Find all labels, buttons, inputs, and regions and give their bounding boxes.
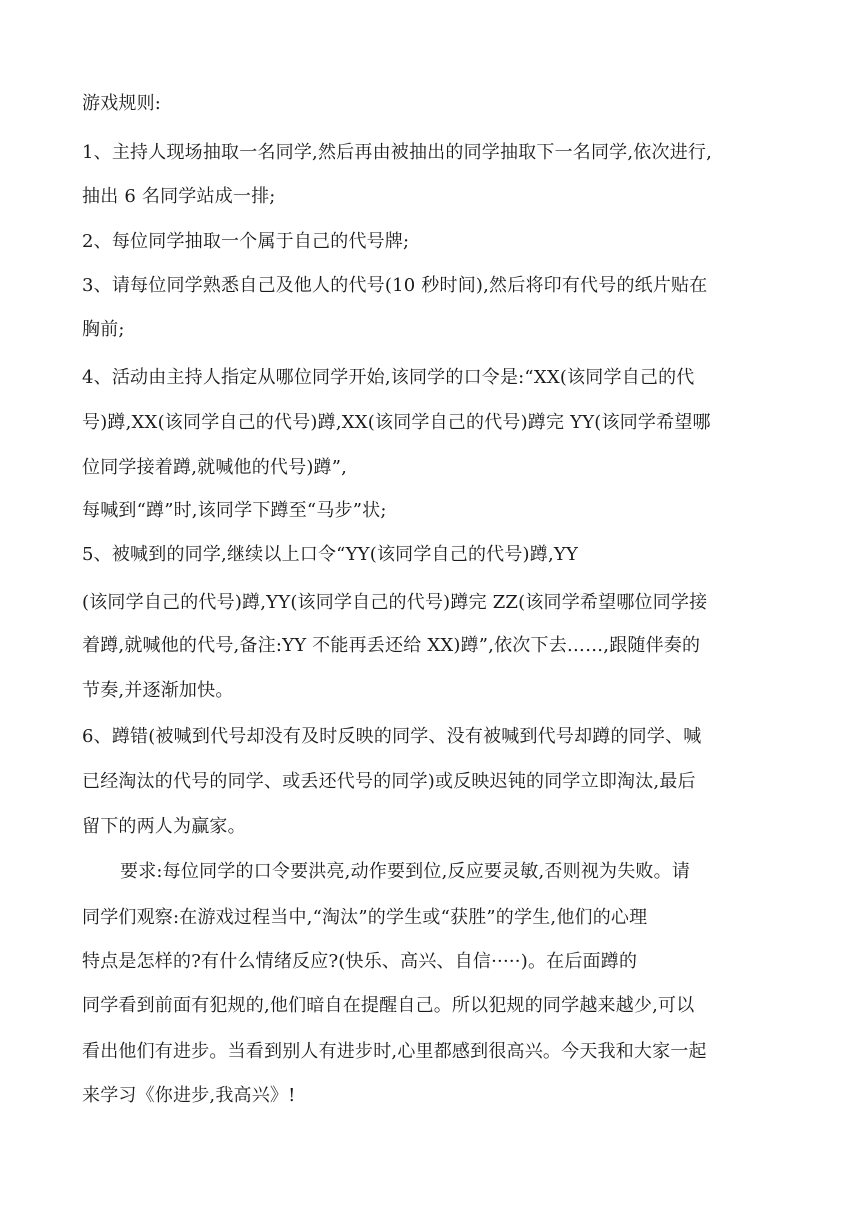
text-line: 4、活动由主持人指定从哪位同学开始,该同学的口令是:“XX(该同学自己的代 [82,367,695,388]
text-line: (该同学自己的代号)蹲,YY(该同学自己的代号)蹲完 ZZ(该同学希望哪位同学接 [82,592,708,613]
text-line: 同学们观察:在游戏过程当中,“淘汰”的学生或“获胜”的学生,他们的心理 [82,907,648,928]
text-line: 来学习《你进步,我高兴》! [82,1085,296,1106]
text-line: 号)蹲,XX(该同学自己的代号)蹲,XX(该同学自己的代号)蹲完 YY(该同学希望哪 [82,412,711,433]
text-line: 6、蹲错(被喊到代号却没有及时反映的同学、没有被喊到代号却蹲的同学、喊 [82,726,702,747]
text-line: 特点是怎样的?有什么情绪反应?(快乐、高兴、自信·····)。在后面蹲的 [82,951,638,972]
text-line: 着蹲,就喊他的代号,备注:YY 不能再丢还给 XX)蹲”,依次下去……,跟随伴奏的 [82,635,701,656]
text-line: 1、主持人现场抽取一名同学,然后再由被抽出的同学抽取下一名同学,依次进行, [82,142,713,163]
text-line: 每喊到“蹲”时,该同学下蹲至“马步”状; [82,500,387,521]
requirement-line: 要求:每位同学的口令要洪亮,动作要到位,反应要灵敏,否则视为失败。请 [120,861,691,882]
text-line: 2、每位同学抽取一个属于自己的代号牌; [82,231,410,252]
text-line: 抽出 6 名同学站成一排; [82,186,276,207]
text-line: 留下的两人为赢家。 [82,816,246,837]
text-line: 节奏,并逐渐加快。 [82,680,234,701]
rules-heading: 游戏规则: [82,93,162,114]
text-line: 同学看到前面有犯规的,他们暗自在提醒自己。所以犯规的同学越来越少,可以 [82,995,695,1016]
text-line: 位同学接着蹲,就喊他的代号)蹲”, [82,457,348,478]
text-line: 5、被喊到的同学,继续以上口令“YY(该同学自己的代号)蹲,YY [82,544,579,565]
text-line: 胸前; [82,319,125,340]
text-line: 3、请每位同学熟悉自己及他人的代号(10 秒时间),然后将印有代号的纸片贴在 [82,275,708,296]
text-line: 看出他们有进步。当看到别人有进步时,心里都感到很高兴。今天我和大家一起 [82,1041,707,1062]
text-line: 已经淘汰的代号的同学、或丢还代号的同学)或反映迟钝的同学立即淘汰,最后 [82,771,696,792]
